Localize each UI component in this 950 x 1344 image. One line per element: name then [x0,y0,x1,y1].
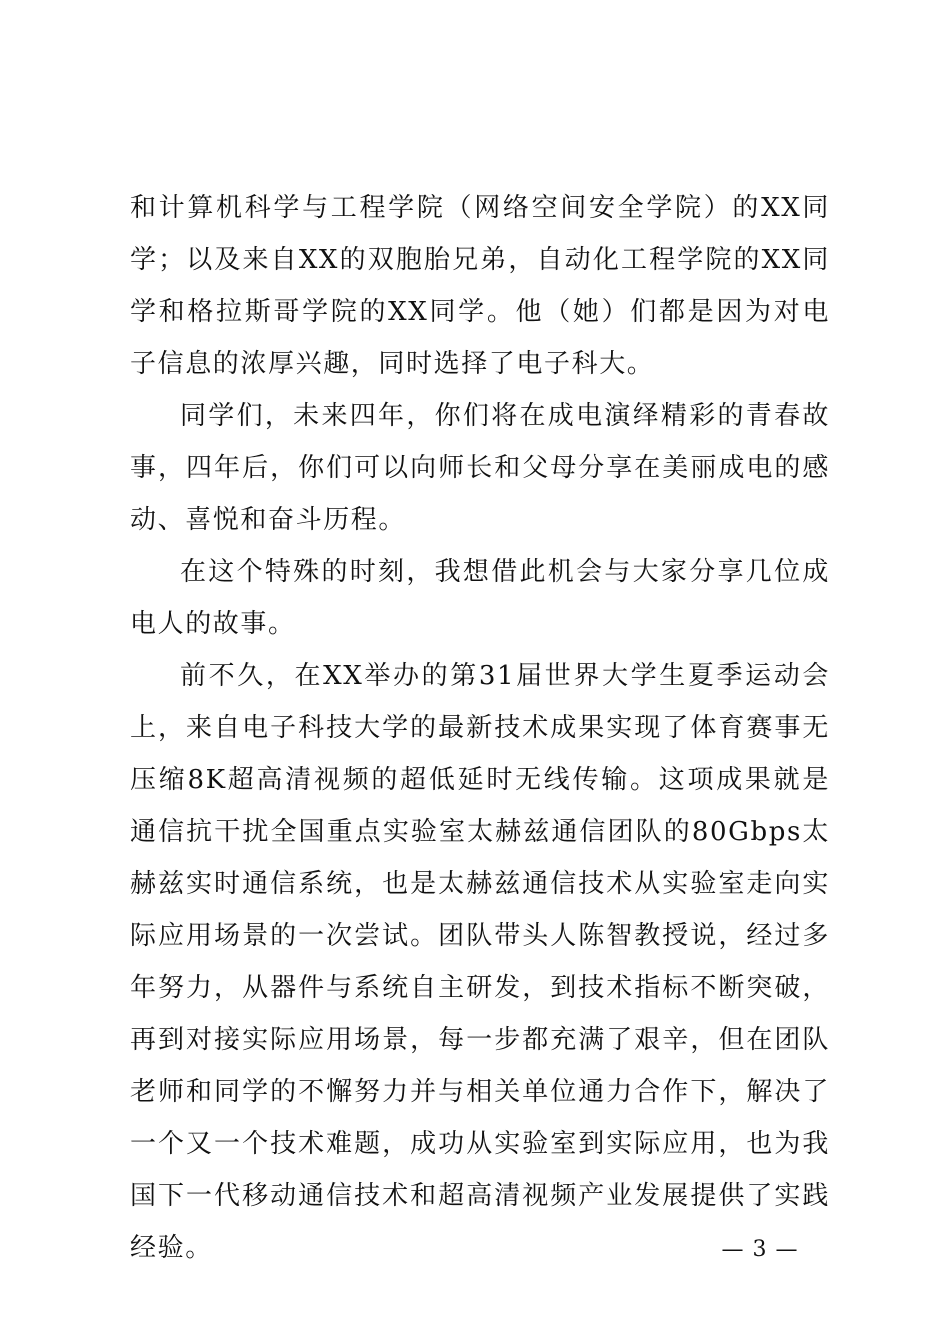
paragraph-terahertz-story: 前不久，在XX举办的第31届世界大学生夏季运动会上，来自电子科技大学的最新技术成果实现了体育赛事无压缩8K超高清视频的超低延时无线传输。这项成果就是通信抗干扰全国重点实验室太赫兹通信团队的80Gbps太赫兹实时通信系统，也是太赫兹通信技术从实验室走向实际应用场景的一次尝试。团队带头人陈智教授说，经过多年努力，从器件与系统自主研发，到技术指标不断突破，再到对接实际应用场景，每一步都充满了艰辛，但在团队老师和同学的不懈努力并与相关单位通力合作下，解决了一个又一个技术难题，成功从实验室到实际应用，也为我国下一代移动通信技术和超高清视频产业发展提供了实践经验。 [130,661,830,1263]
document-body [130,182,830,1274]
paragraph-continued: 和计算机科学与工程学院（网络空间安全学院）的XX同学；以及来自XX的双胞胎兄弟，自动化工程学院的XX同学和格拉斯哥学院的XX同学。他（她）们都是因为对电子信息的浓厚兴趣，同时选择了电子科大。 [130,193,830,379]
page-number: — 3 — [721,1237,799,1262]
paragraph-share-stories: 在这个特殊的时刻，我想借此机会与大家分享几位成电人的故事。 [130,557,830,639]
paragraph-students-future: 同学们，未来四年，你们将在成电演绎精彩的青春故事，四年后，你们可以向师长和父母分享在美丽成电的感动、喜悦和奋斗历程。 [130,401,830,535]
